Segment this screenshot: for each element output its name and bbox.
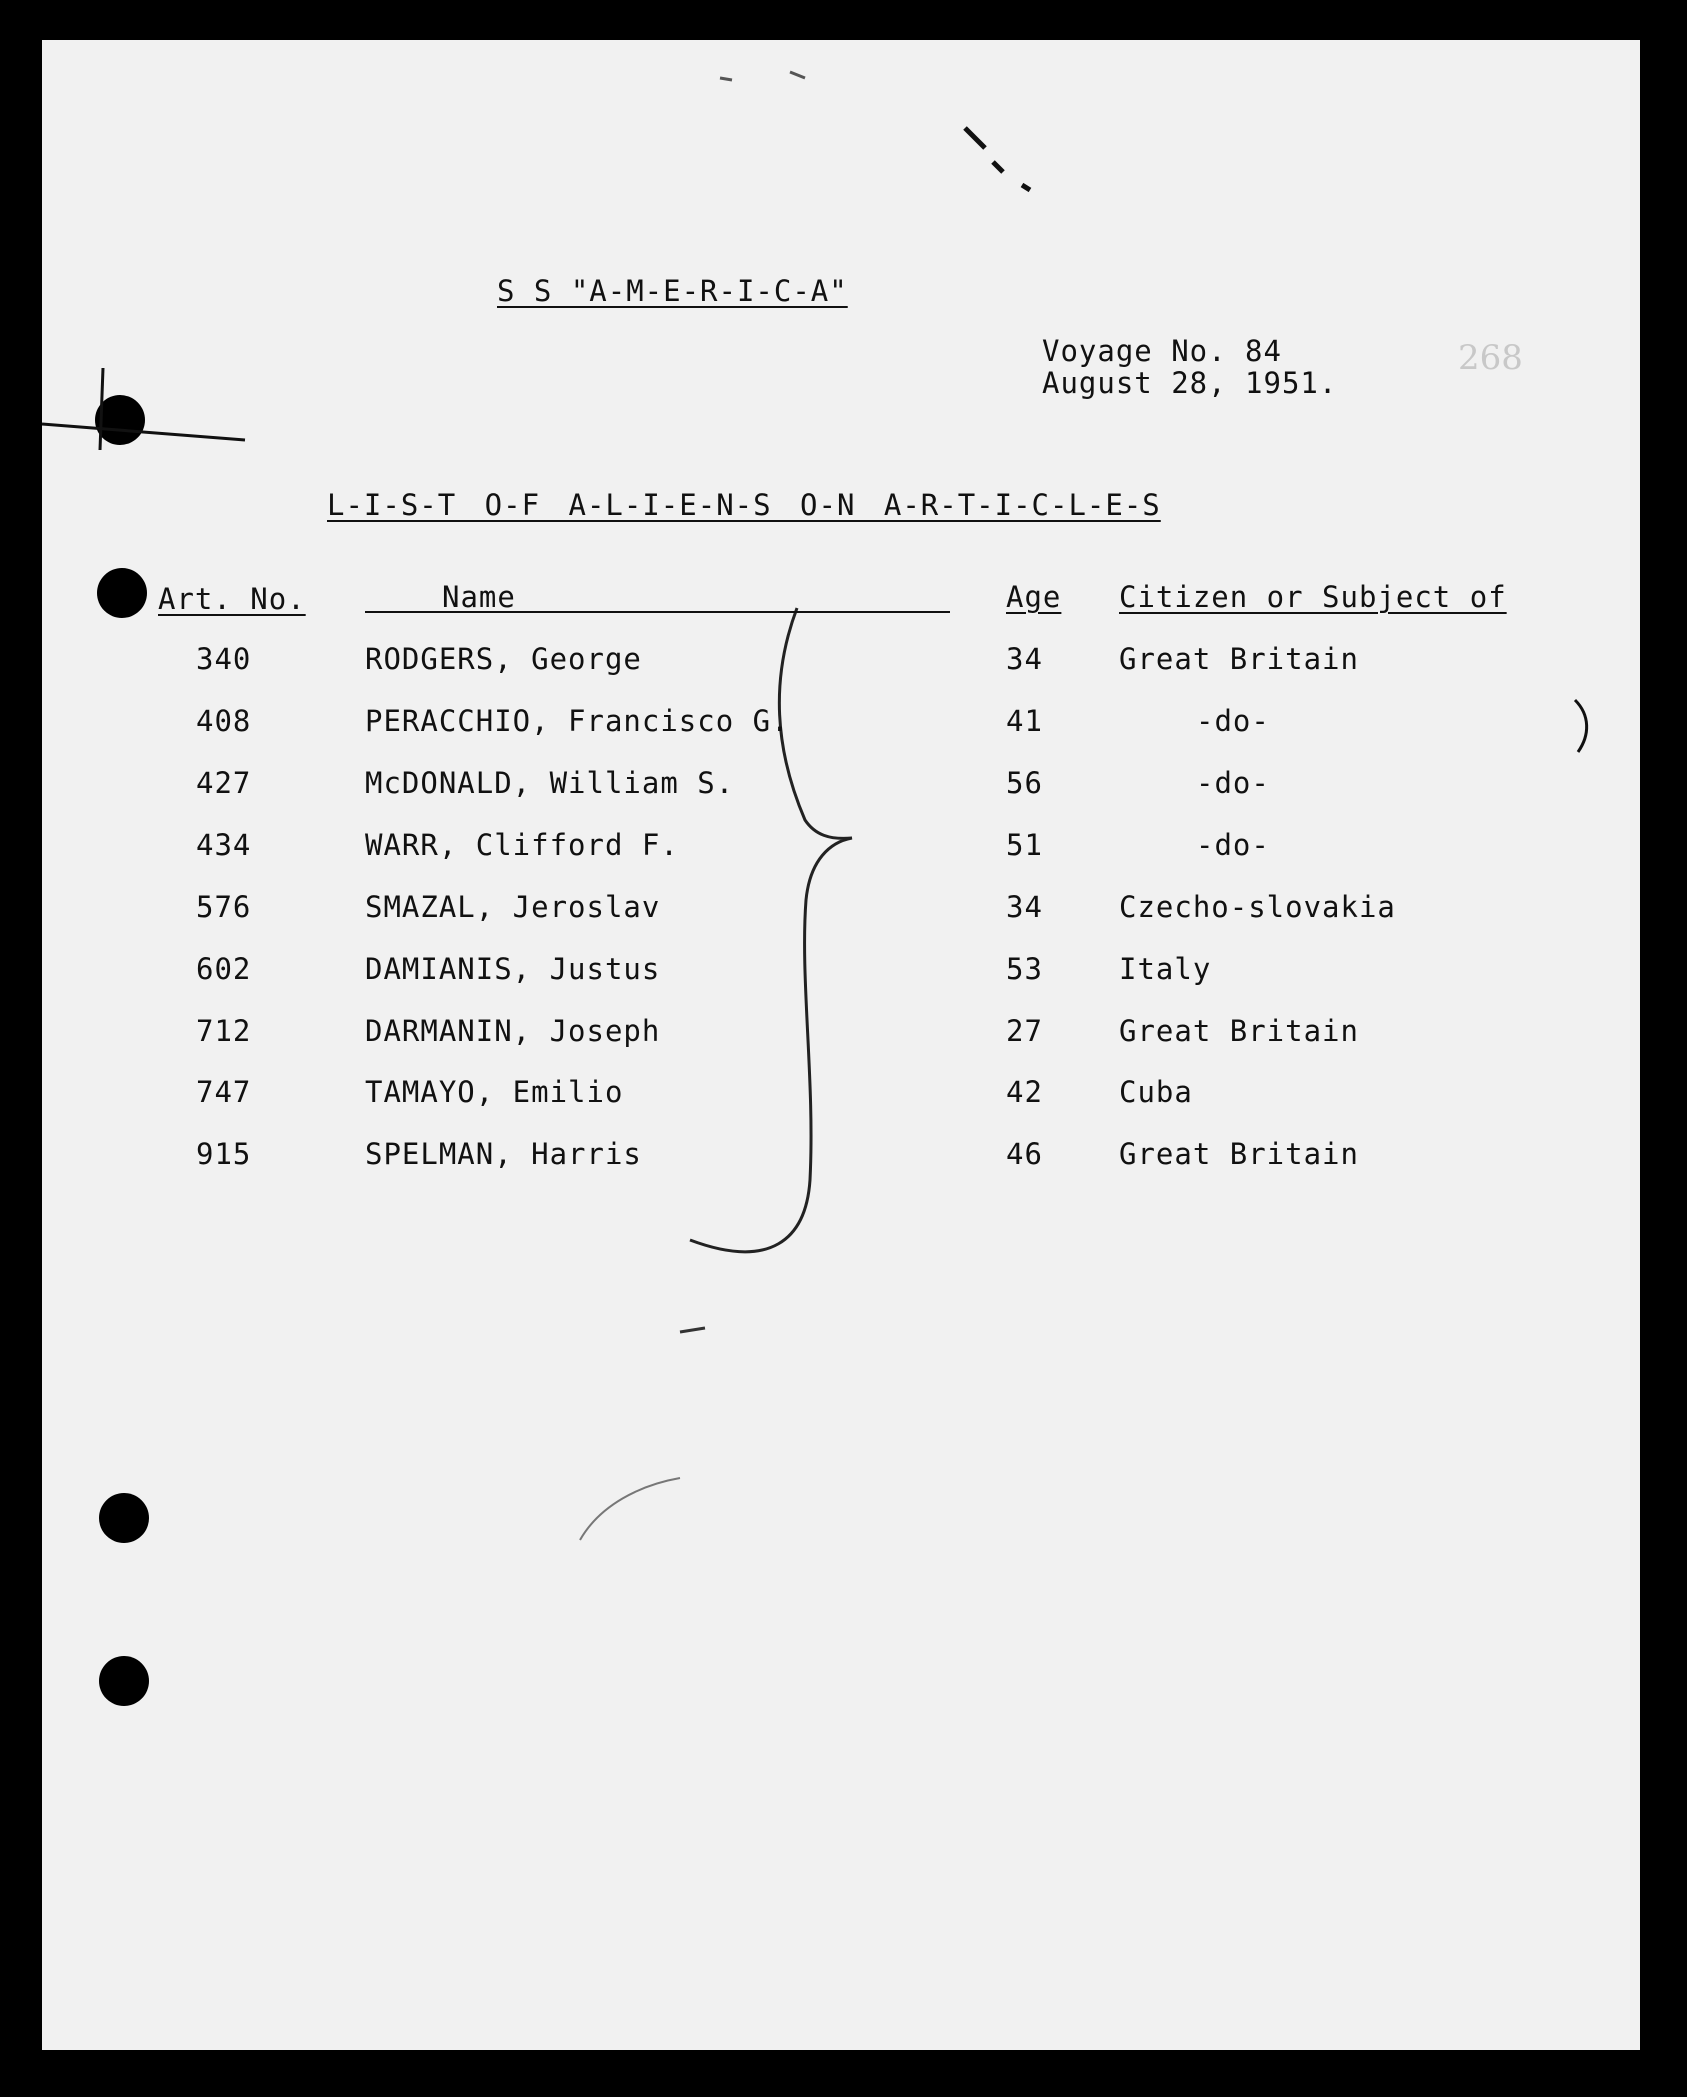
name-cell: SPELMAN, Harris [365, 1137, 642, 1171]
art-number-cell: 915 [196, 1137, 252, 1171]
citizen-cell: -do- [1196, 704, 1270, 738]
art-number-cell: 340 [196, 642, 252, 676]
name-cell: DARMANIN, Joseph [365, 1014, 661, 1048]
name-cell: WARR, Clifford F. [365, 828, 679, 862]
column-header-name: Name [442, 580, 516, 614]
age-cell: 42 [1006, 1075, 1043, 1109]
age-cell: 34 [1006, 642, 1043, 676]
column-header-citizen: Citizen or Subject of [1119, 580, 1507, 614]
name-cell: TAMAYO, Emilio [365, 1075, 624, 1109]
name-cell: DAMIANIS, Justus [365, 952, 661, 986]
citizen-cell: Great Britain [1119, 1137, 1359, 1171]
citizen-cell: Cuba [1119, 1075, 1193, 1109]
citizen-cell: -do- [1196, 766, 1270, 800]
voyage-number: Voyage No. 84 [1042, 334, 1282, 368]
art-number-cell: 427 [196, 766, 252, 800]
age-cell: 41 [1006, 704, 1043, 738]
age-cell: 56 [1006, 766, 1043, 800]
age-cell: 53 [1006, 952, 1043, 986]
age-cell: 34 [1006, 890, 1043, 924]
voyage-date: August 28, 1951. [1042, 366, 1338, 400]
age-cell: 51 [1006, 828, 1043, 862]
art-number-cell: 747 [196, 1075, 252, 1109]
citizen-cell: Great Britain [1119, 1014, 1359, 1048]
art-number-cell: 434 [196, 828, 252, 862]
age-cell: 46 [1006, 1137, 1043, 1171]
name-cell: RODGERS, George [365, 642, 642, 676]
age-cell: 27 [1006, 1014, 1043, 1048]
ship-title: S S "A-M-E-R-I-C-A" [497, 274, 848, 308]
column-header-age: Age [1006, 580, 1062, 614]
citizen-cell: Great Britain [1119, 642, 1359, 676]
citizen-cell: Czecho-slovakia [1119, 890, 1396, 924]
name-cell: SMAZAL, Jeroslav [365, 890, 661, 924]
art-number-cell: 576 [196, 890, 252, 924]
name-cell: McDONALD, William S. [365, 766, 735, 800]
art-number-cell: 712 [196, 1014, 252, 1048]
name-cell: PERACCHIO, Francisco G. [365, 704, 790, 738]
citizen-cell: -do- [1196, 828, 1270, 862]
art-number-cell: 408 [196, 704, 252, 738]
citizen-cell: Italy [1119, 952, 1212, 986]
page-stamp: 268 [1458, 338, 1523, 378]
column-header-art-no: Art. No. [158, 582, 306, 616]
art-number-cell: 602 [196, 952, 252, 986]
list-title: L-I-S-T O-F A-L-I-E-N-S O-N A-R-T-I-C-L-E-S [327, 488, 1161, 522]
